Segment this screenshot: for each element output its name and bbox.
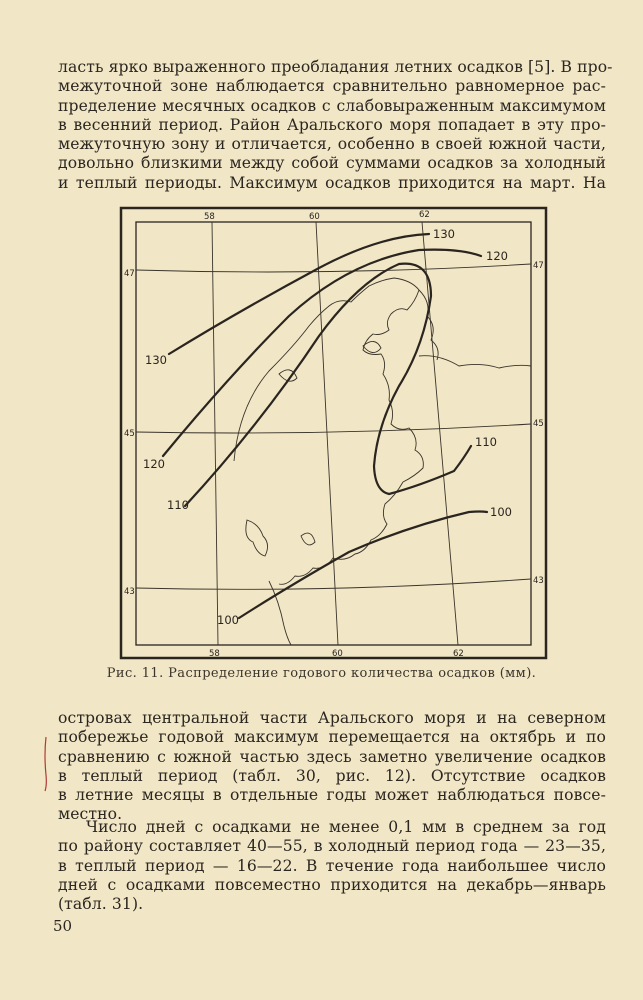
page-number: 50 — [53, 917, 73, 935]
precipitation-map — [119, 206, 548, 660]
lat-label: 43 — [533, 576, 544, 586]
lat-label: 47 — [124, 269, 135, 279]
lon-label: 60 — [332, 649, 343, 659]
text-line: Число дней с осадками не менее 0,1 мм в среднем за год — [86, 818, 606, 836]
isoline-130 — [169, 234, 429, 354]
text-line: в теплый период — 16—22. В течение года наибольшее число — [58, 856, 606, 875]
text-line: довольно близкими между собой суммами осадков за холодный — [58, 154, 606, 173]
lon-label: 58 — [209, 649, 220, 659]
isoline-label: 130 — [433, 227, 455, 241]
text-line: в весенний период. Район Аральского моря попадает в эту про- — [58, 115, 606, 134]
text-line: пределение месячных осадков с слабовыраженным максимумом — [58, 96, 606, 115]
graticule — [136, 222, 531, 645]
lon-label: 62 — [419, 210, 430, 220]
text-line: в теплый период (табл. 30, рис. 12). Отсутствие осадков — [58, 766, 606, 785]
text-line: островах центральной части Аральского моря и на северном — [58, 709, 606, 727]
coastline — [234, 278, 531, 645]
text-line: побережье годовой максимум перемещается на октябрь и по — [58, 728, 606, 747]
figure-caption: Рис. 11. Распределение годового количества осадков (мм). — [106, 666, 537, 681]
text-line: ласть ярко выраженного преобладания летних осадков [5]. В про- — [58, 58, 613, 76]
lon-label: 62 — [453, 649, 464, 659]
isoline-110 — [185, 264, 471, 506]
margin-pencil-mark — [42, 735, 50, 793]
text-line: в летние месяцы в отдельные годы может наблюдаться повсе- — [58, 786, 606, 805]
lat-label: 43 — [124, 587, 135, 597]
lat-label: 45 — [533, 419, 544, 429]
text-line: и теплый периоды. Максимум осадков приходится на март. На — [58, 173, 606, 192]
text-line: местно. — [58, 805, 123, 824]
paragraph-middle — [58, 709, 606, 825]
text-line: сравнению с южной частью здесь заметно увеличение осадков — [58, 747, 606, 766]
text-line: (табл. 31). — [58, 895, 144, 914]
lat-label: 47 — [533, 261, 544, 271]
isoline-label: 100 — [490, 505, 512, 519]
isoline-label: 110 — [167, 498, 189, 512]
text-line: межуточной зоне наблюдается сравнительно равномерное рас- — [58, 77, 606, 96]
text-line: по району составляет 40—55, в холодный период года — 23—35, — [58, 837, 606, 856]
isoline-label: 120 — [486, 249, 508, 263]
paragraph-bottom — [58, 818, 606, 914]
isoline-label: 100 — [217, 613, 239, 627]
isoline-label: 110 — [475, 435, 497, 449]
lat-label: 45 — [124, 429, 135, 439]
map-inner-frame — [136, 222, 531, 645]
lon-label: 58 — [204, 212, 215, 222]
isoline-label: 130 — [145, 353, 167, 367]
isolines — [163, 234, 487, 618]
isoline-100 — [239, 512, 487, 619]
isoline-label: 120 — [143, 457, 165, 471]
paragraph-top — [58, 58, 613, 193]
text-line: межуточную зону и отличается, особенно в своей южной части, — [58, 135, 606, 154]
text-line: дней с осадками повсеместно приходится на декабрь—январь — [58, 875, 606, 894]
lon-label: 60 — [309, 212, 320, 222]
